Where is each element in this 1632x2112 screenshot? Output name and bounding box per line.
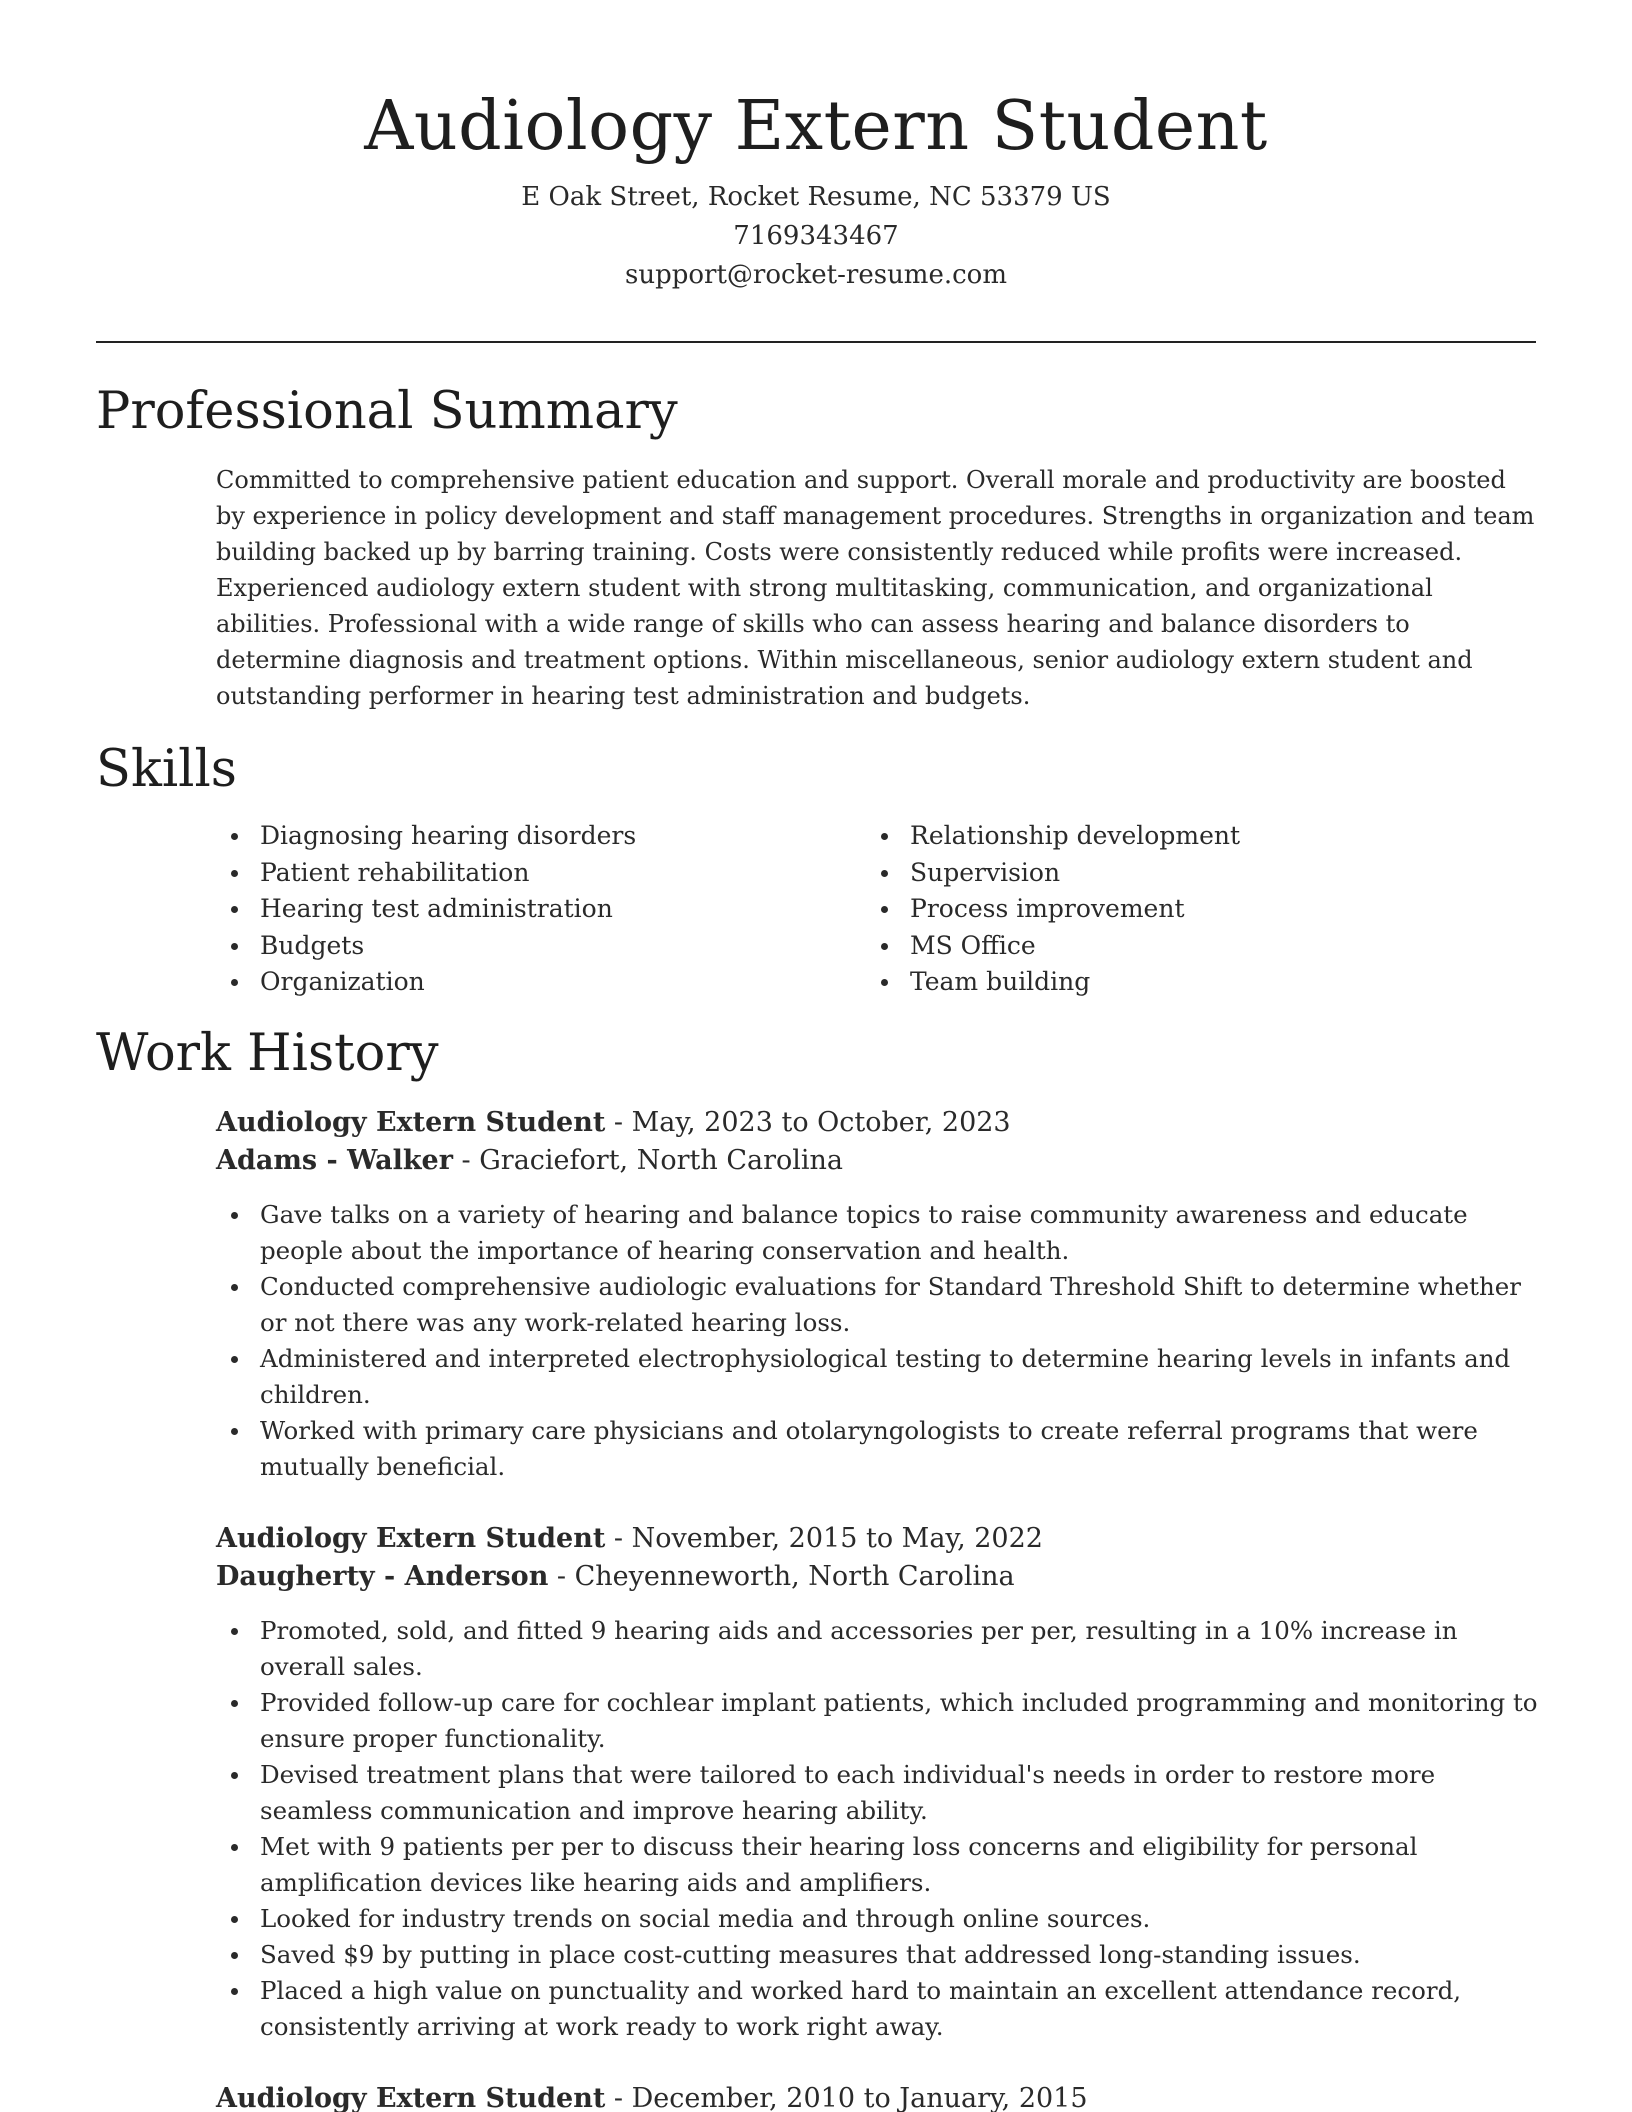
skill-item: Team building — [866, 964, 1240, 1001]
job-bullet: Promoted, sold, and fitted 9 hearing aids and accessories per per, resulting in a 10% increase in overall sales. — [216, 1613, 1538, 1685]
skill-item: Supervision — [866, 855, 1240, 892]
job-company-line — [216, 1142, 1538, 1180]
job-bullets — [216, 1613, 1538, 2045]
job-title: Audiology Extern Student — [216, 1523, 606, 1554]
skill-item: MS Office — [866, 928, 1240, 965]
job-entry — [216, 1520, 1538, 2045]
phone: 7169343467 — [733, 221, 899, 251]
job-bullet: Looked for industry trends on social media and through online sources. — [216, 1901, 1538, 1937]
summary-title: Professional Summary — [96, 382, 678, 441]
job-location: - Cheyenneworth, North Carolina — [548, 1561, 1015, 1592]
resume-header — [0, 82, 1632, 295]
job-bullet: Saved $9 by putting in place cost-cutting measures that addressed long-standing issues. — [216, 1937, 1538, 1973]
job-company: Adams - Walker — [216, 1145, 453, 1176]
job-bullet: Administered and interpreted electrophysiological testing to determine hearing levels in infants and children. — [216, 1341, 1538, 1413]
job-title-line — [216, 1520, 1538, 1558]
work-history-title: Work History — [96, 1024, 439, 1083]
job-bullet: Provided follow-up care for cochlear implant patients, which included programming and monitoring to ensure proper functionality. — [216, 1685, 1538, 1757]
job-bullet: Placed a high value on punctuality and worked hard to maintain an excellent attendance record, consistently arriving at work ready to work right away. — [216, 1973, 1538, 2045]
job-company-line — [216, 1558, 1538, 1596]
job-bullet: Gave talks on a variety of hearing and balance topics to raise community awareness and educate people about the importance of hearing conservation and health. — [216, 1197, 1538, 1269]
job-company: Daugherty - Anderson — [216, 1561, 549, 1592]
skill-item: Organization — [216, 964, 636, 1001]
skill-item: Relationship development — [866, 818, 1240, 855]
header-divider — [96, 341, 1536, 343]
job-bullets — [216, 1197, 1538, 1485]
skill-item: Patient rehabilitation — [216, 855, 636, 892]
email: support@rocket-resume.com — [624, 260, 1007, 290]
job-title-line — [216, 1104, 1538, 1142]
job-dates: - December, 2010 to January, 2015 — [605, 2083, 1088, 2112]
job-title: Audiology Extern Student — [216, 1107, 606, 1138]
job-bullet: Worked with primary care physicians and otolaryngologists to create referral programs that were mutually beneficial. — [216, 1413, 1538, 1485]
job-dates: - May, 2023 to October, 2023 — [605, 1107, 1011, 1138]
skill-item: Process improvement — [866, 891, 1240, 928]
job-entry — [216, 1104, 1538, 1485]
summary-text: Committed to comprehensive patient education and support. Overall morale and productivity are boosted by experience in policy development and staff management procedures. Strengths in organization and team building backed up by barring training. Costs were consistently reduced while profits were increased. Experienced audiology extern student with strong multitasking, communication, and organizational abilities. Professional with a wide range of skills who can assess hearing and balance disorders to determine diagnosis and treatment options. Within miscellaneous, senior audiology extern student and outstanding performer in hearing test administration and budgets. — [216, 466, 1535, 710]
job-dates: - November, 2015 to May, 2022 — [605, 1523, 1043, 1554]
skill-item: Budgets — [216, 928, 636, 965]
skills-list-right — [866, 818, 1240, 1001]
candidate-name: Audiology Extern Student — [364, 87, 1268, 166]
job-title-line — [216, 2080, 1538, 2112]
job-bullet: Devised treatment plans that were tailored to each individual's needs in order to restore more seamless communication and improve hearing ability. — [216, 1757, 1538, 1829]
job-bullet: Conducted comprehensive audiologic evaluations for Standard Threshold Shift to determine whether or not there was any work-related hearing loss. — [216, 1269, 1538, 1341]
skill-item: Hearing test administration — [216, 891, 636, 928]
job-entry — [216, 2080, 1538, 2112]
skills-list-left — [216, 818, 636, 1001]
job-title: Audiology Extern Student — [216, 2083, 606, 2112]
job-bullet: Met with 9 patients per per to discuss their hearing loss concerns and eligibility for personal amplification devices like hearing aids and amplifiers. — [216, 1829, 1538, 1901]
address: E Oak Street, Rocket Resume, NC 53379 US — [521, 182, 1111, 212]
skill-item: Diagnosing hearing disorders — [216, 818, 636, 855]
job-location: - Graciefort, North Carolina — [452, 1145, 843, 1176]
skills-title: Skills — [96, 740, 237, 799]
